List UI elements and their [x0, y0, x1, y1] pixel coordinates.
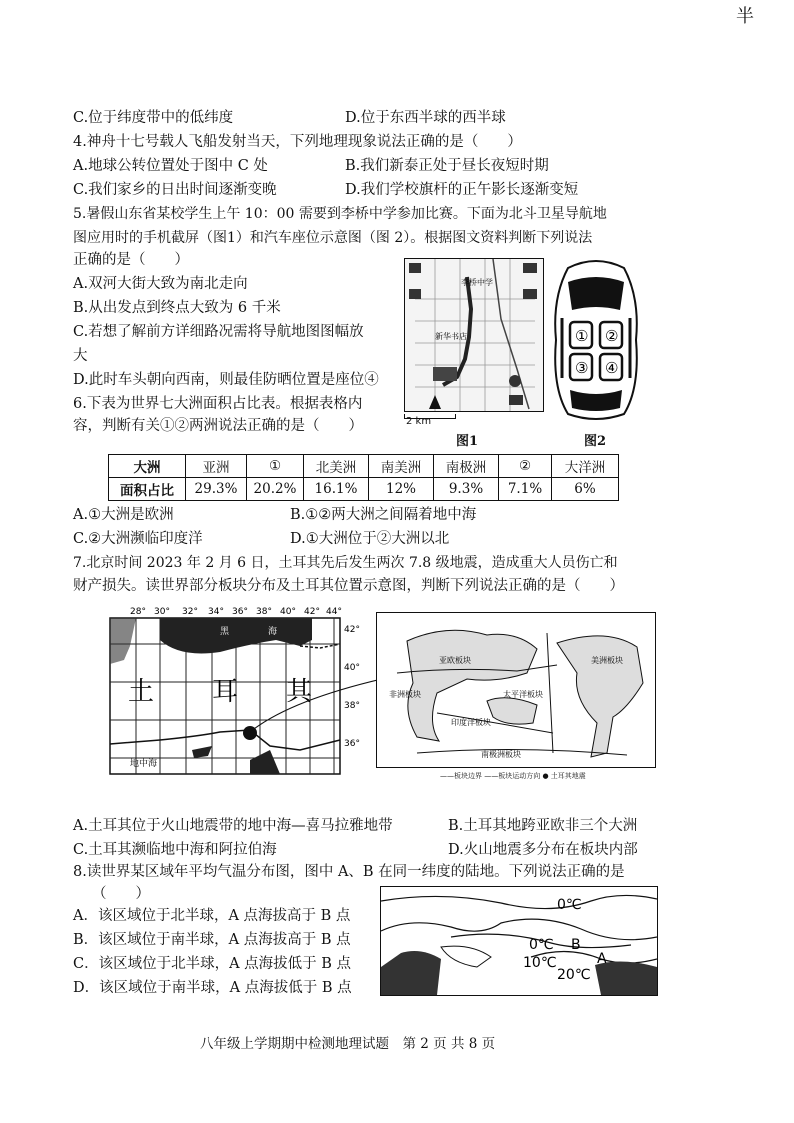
lon-label: 38°: [256, 607, 272, 617]
corner-mark: 半: [736, 6, 754, 27]
plate-label: 非洲板块: [389, 690, 421, 699]
q7-option-c: C.土耳其濒临地中海和阿拉伯海: [73, 842, 277, 858]
table-cell: 北美洲: [304, 455, 369, 478]
lat-label: 36°: [344, 739, 360, 749]
q5-stem-2: 图应用时的手机截屏（图1）和汽车座位示意图（图 2）。根据图文资料判断下列说法: [73, 230, 593, 246]
plate-label: 南极洲板块: [481, 750, 521, 759]
table-cell: 6%: [552, 478, 619, 501]
sea-label-black-2: 海: [268, 627, 278, 637]
country-char: 其: [286, 677, 313, 707]
map-scale: 2 km: [406, 416, 432, 427]
seat-2: ②: [605, 327, 619, 345]
navigation-map: [405, 259, 543, 411]
q8-option-d: D．该区域位于南半球，A 点海拔低于 B 点: [73, 980, 352, 996]
lon-label: 30°: [154, 607, 170, 617]
lat-label: 42°: [344, 625, 360, 635]
q8-option-c: C．该区域位于北半球，A 点海拔低于 B 点: [73, 956, 352, 972]
plate-map-figure: [376, 612, 656, 768]
country-char: 耳: [212, 677, 239, 707]
table-cell: 大洋洲: [552, 455, 619, 478]
table-cell: ①: [247, 455, 304, 478]
q8-option-a: A．该区域位于北半球，A 点海拔高于 B 点: [73, 908, 351, 924]
plate-label: 亚欧板块: [439, 656, 471, 665]
car-seat-figure: [548, 258, 644, 422]
country-char: 土: [128, 677, 155, 707]
map-label-start: 新华书店: [435, 332, 467, 341]
plate-map-legend: ——板块边界 ——板块运动方向 ● 土耳其地震: [440, 772, 586, 780]
plate-map: [377, 613, 655, 767]
q3-option-d: D.位于东西半球的西半球: [345, 110, 506, 126]
lon-label: 36°: [232, 607, 248, 617]
page-footer: 八年级上学期期中检测地理试题 第 2 页 共 8 页: [200, 1036, 496, 1052]
table-cell: 12%: [369, 478, 434, 501]
fig1-caption: 图1: [456, 434, 479, 449]
q7-stem-1: 7.北京时间 2023 年 2 月 6 日，土耳其先后发生两次 7.8 级地震，造成重大人员伤亡和: [73, 555, 618, 571]
q5-option-a: A.双河大街大致为南北走向: [73, 276, 248, 292]
car-seat-diagram: [548, 258, 644, 422]
point-a: A: [597, 951, 607, 967]
plate-label: 太平洋板块: [503, 690, 543, 699]
table-row: [109, 478, 619, 501]
isotherm-label-20: 20℃: [557, 967, 591, 983]
lon-label: 42°: [304, 607, 320, 617]
table-cell: 9.3%: [434, 478, 499, 501]
q6-stem-2: 容，判断有关①②两洲说法正确的是（ ）: [73, 418, 363, 434]
q6-option-c: C.②大洲濒临印度洋: [73, 531, 203, 547]
isotherm-label-mid: 0℃: [529, 937, 554, 953]
table-cell: 面积占比: [109, 478, 186, 501]
lon-label: 44°: [326, 607, 342, 617]
plate-label: 美洲板块: [591, 656, 623, 665]
navigation-map-figure: [404, 258, 544, 412]
point-b: B: [571, 937, 581, 953]
q6-option-b: B.①②两大洲之间隔着地中海: [290, 507, 477, 523]
seat-1: ①: [575, 327, 589, 345]
q4-stem: 4.神舟十七号载人飞船发射当天，下列地理现象说法正确的是（ ）: [73, 134, 522, 150]
table-row: [109, 455, 619, 478]
sea-label-black: 黑: [220, 627, 230, 637]
seat-4: ④: [605, 359, 619, 377]
q6-option-a: A.①大洲是欧洲: [73, 507, 174, 523]
q5-option-c-2: 大: [73, 348, 88, 364]
table-cell: 南美洲: [369, 455, 434, 478]
table-cell: 20.2%: [247, 478, 304, 501]
q5-option-b: B.从出发点到终点大致为 6 千米: [73, 300, 281, 316]
isotherm-label-top: 0℃: [557, 897, 582, 913]
map-scale-bar: [404, 414, 456, 419]
q6-option-d: D.①大洲位于②大洲以北: [290, 531, 450, 547]
table-cell: 16.1%: [304, 478, 369, 501]
q7-option-b: B.土耳其地跨亚欧非三个大洲: [448, 818, 638, 834]
table-cell: 大洲: [109, 455, 186, 478]
q6-stem-1: 6.下表为世界七大洲面积占比表。根据表格内: [73, 396, 363, 412]
q3-option-c: C.位于纬度带中的低纬度: [73, 110, 234, 126]
lat-label: 40°: [344, 663, 360, 673]
q5-option-d: D.此时车头朝向西南，则最佳防晒位置是座位④: [73, 372, 379, 388]
plate-label: 印度洋板块: [451, 718, 491, 727]
lon-label: 40°: [280, 607, 296, 617]
isotherm-label-10: 10℃: [523, 955, 557, 971]
table-cell: 亚洲: [186, 455, 247, 478]
q8-stem-2: （ ）: [92, 886, 150, 902]
lon-label: 32°: [182, 607, 198, 617]
q5-option-c-1: C.若想了解前方详细路况需将导航地图图幅放: [73, 324, 364, 340]
fig2-caption: 图2: [584, 434, 607, 449]
q7-option-a: A.土耳其位于火山地震带的地中海—喜马拉雅地带: [73, 818, 393, 834]
map-label-school: 李桥中学: [461, 278, 493, 287]
lon-label: 34°: [208, 607, 224, 617]
q4-option-a: A.地球公转位置处于图中 C 处: [73, 158, 268, 174]
isotherm-map: [381, 887, 657, 995]
sea-label-med: 地中海: [130, 759, 158, 769]
lat-label: 38°: [344, 701, 360, 711]
q8-option-b: B．该区域位于南半球，A 点海拔高于 B 点: [73, 932, 351, 948]
continent-area-table: [108, 454, 619, 501]
q5-stem-1: 5.暑假山东省某校学生上午 10：00 需要到李桥中学参加比赛。下面为北斗卫星导航地: [73, 206, 607, 222]
isotherm-map-figure: [380, 886, 658, 996]
q7-stem-2: 财产损失。读世界部分板块分布及土耳其位置示意图，判断下列说法正确的是（ ）: [73, 578, 624, 594]
table-cell: 29.3%: [186, 478, 247, 501]
q8-stem-1: 8.读世界某区域年平均气温分布图，图中 A、B 在同一纬度的陆地。下列说法正确的是: [73, 864, 625, 880]
seat-3: ③: [575, 359, 589, 377]
lon-label: 28°: [130, 607, 146, 617]
table-cell: 7.1%: [499, 478, 552, 501]
connector-line: [250, 670, 390, 740]
q4-option-d: D.我们学校旗杆的正午影长逐渐变短: [345, 182, 579, 198]
q4-option-b: B.我们新泰正处于昼长夜短时期: [345, 158, 549, 174]
q5-stem-3: 正确的是（ ）: [73, 252, 189, 268]
q7-option-d: D.火山地震多分布在板块内部: [448, 842, 638, 858]
q4-option-c: C.我们家乡的日出时间逐渐变晚: [73, 182, 277, 198]
table-cell: 南极洲: [434, 455, 499, 478]
table-cell: ②: [499, 455, 552, 478]
